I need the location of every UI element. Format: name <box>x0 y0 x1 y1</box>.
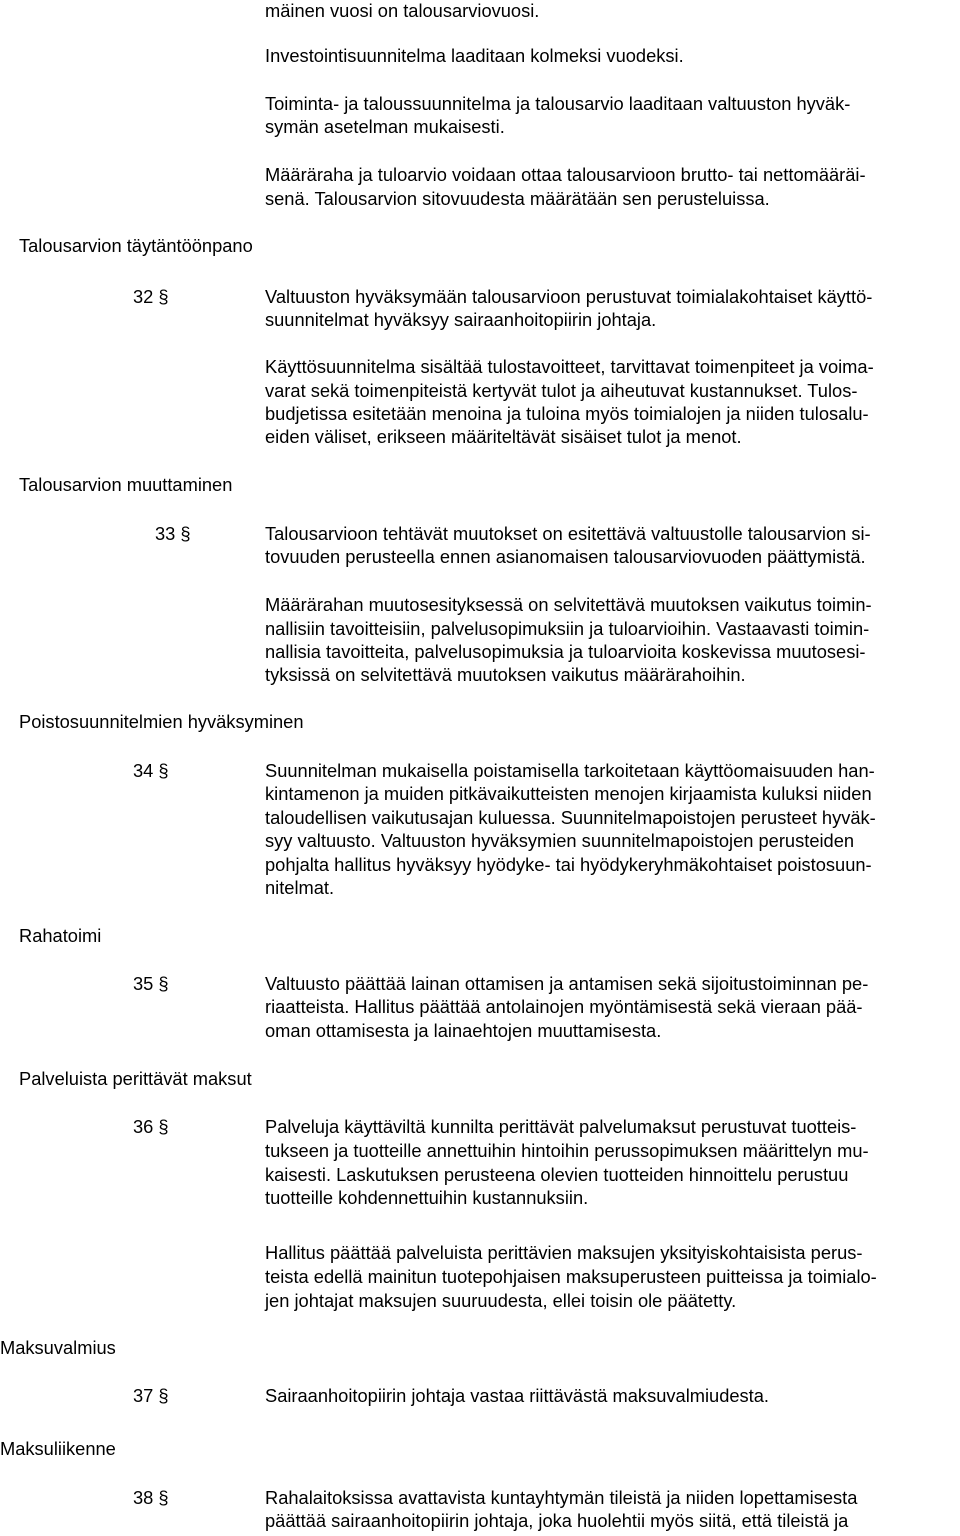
body-line: Sairaanhoitopiirin johtaja vastaa riittävästä maksuvalmiudesta. <box>265 1385 770 1406</box>
body-line: Investointisuunnitelma laaditaan kolmeksi vuodeksi. <box>265 45 684 66</box>
body-line: nallisia tavoitteita, palvelusopimuksia ja tuloarvioita koskevissa muutosesi- <box>265 641 866 662</box>
body-line: Rahalaitoksissa avattavista kuntayhtymän tileistä ja niiden lopettamisesta <box>265 1487 858 1508</box>
body-line: mäinen vuosi on talousarviovuosi. <box>265 0 540 21</box>
body-line: tyksissä on selvitettävä muutoksen vaikutus määrärahoihin. <box>265 664 746 685</box>
section-number: 38 § <box>133 1487 169 1508</box>
body-line: Suunnitelman mukaisella poistamisella tarkoitetaan käyttöomaisuuden han- <box>265 760 875 781</box>
body-line: Hallitus päättää palveluista perittävien maksujen yksityiskohtaisista perus- <box>265 1242 863 1263</box>
body-line: senä. Talousarvion sitovuudesta määrätään sen perusteluissa. <box>265 188 770 209</box>
section-heading-budget-amendment: Talousarvion muuttaminen <box>19 474 233 495</box>
body-line: nallisiin tavoitteisiin, palvelusopimuksiin ja tuloarvioihin. Vastaavasti toimin- <box>265 618 870 639</box>
body-line: oman ottamisesta ja lainaehtojen muuttamisesta. <box>265 1020 662 1041</box>
section-heading-payment-transactions: Maksuliikenne <box>0 1438 116 1459</box>
body-line: varat sekä toimenpiteistä kertyvät tulot ja aiheutuvat kustannukset. Tulos- <box>265 380 858 401</box>
body-line: suunnitelmat hyväksyy sairaanhoitopiirin johtaja. <box>265 309 657 330</box>
section-heading-treasury: Rahatoimi <box>19 925 102 946</box>
section-heading-budget-execution: Talousarvion täytäntöönpano <box>19 235 253 256</box>
section-number: 33 § <box>155 523 191 544</box>
body-line: Käyttösuunnitelma sisältää tulostavoitteet, tarvittavat toimenpiteet ja voima- <box>265 356 874 377</box>
body-line: budjetissa esitetään menoina ja tuloina myös toimialojen ja niiden tulosalu- <box>265 403 869 424</box>
body-line: riaatteista. Hallitus päättää antolainojen myöntämisestä sekä vieraan pää- <box>265 996 863 1017</box>
section-number: 37 § <box>133 1385 169 1406</box>
section-number: 32 § <box>133 286 169 307</box>
body-line: Valtuuston hyväksymään talousarvioon perustuvat toimialakohtaiset käyttö- <box>265 286 873 307</box>
body-line: Määrärahan muutosesityksessä on selvitettävä muutoksen vaikutus toimin- <box>265 594 872 615</box>
body-line: Valtuusto päättää lainan ottamisen ja antamisen sekä sijoitustoiminnan pe- <box>265 973 869 994</box>
body-line: päättää sairaanhoitopiirin johtaja, joka huolehtii myös siitä, että tileistä ja <box>265 1510 849 1531</box>
body-line: pohjalta hallitus hyväksyy hyödyke- tai hyödykeryhmäkohtaiset poistosuun- <box>265 854 872 875</box>
body-line: kaisesti. Laskutuksen perusteena olevien tuotteiden hinnoittelu perustuu <box>265 1164 849 1185</box>
section-heading-liquidity: Maksuvalmius <box>0 1337 116 1358</box>
body-line: tuotteille kohdennettuihin kustannuksiin. <box>265 1187 589 1208</box>
section-heading-service-fees: Palveluista perittävät maksut <box>19 1068 252 1089</box>
body-line: syy valtuusto. Valtuuston hyväksymien suunnitelmapoistojen perusteiden <box>265 830 855 851</box>
section-heading-depreciation-plans: Poistosuunnitelmien hyväksyminen <box>19 711 304 732</box>
section-number: 36 § <box>133 1116 169 1137</box>
body-line: Toiminta- ja taloussuunnitelma ja talousarvio laaditaan valtuuston hyväk- <box>265 93 851 114</box>
body-line: kintamenon ja muiden pitkävaikutteisten menojen kirjaamista kuluksi niiden <box>265 783 872 804</box>
body-line: jen johtajat maksujen suuruudesta, ellei toisin ole päätetty. <box>265 1290 737 1311</box>
body-line: eiden väliset, erikseen määriteltävät sisäiset tulot ja menot. <box>265 426 742 447</box>
body-line: symän asetelman mukaisesti. <box>265 116 505 137</box>
body-line: nitelmat. <box>265 877 335 898</box>
section-number: 35 § <box>133 973 169 994</box>
body-line: Määräraha ja tuloarvio voidaan ottaa talousarvioon brutto- tai nettomääräi- <box>265 164 866 185</box>
body-line: tukseen ja tuotteille annettuihin hintoihin perussopimuksen määrittelyn mu- <box>265 1140 869 1161</box>
body-line: taloudellisen vaikutusajan kuluessa. Suunnitelmapoistojen perusteet hyväk- <box>265 807 876 828</box>
body-line: Talousarvioon tehtävät muutokset on esitettävä valtuustolle talousarvion si- <box>265 523 871 544</box>
body-line: tovuuden perusteella ennen asianomaisen talousarviovuoden päättymistä. <box>265 546 866 567</box>
section-number: 34 § <box>133 760 169 781</box>
body-line: teista edellä mainitun tuotepohjaisen maksuperusteen puitteissa ja toimialo- <box>265 1266 877 1287</box>
body-line: Palveluja käyttäviltä kunnilta perittävät palvelumaksut perustuvat tuotteis- <box>265 1116 857 1137</box>
